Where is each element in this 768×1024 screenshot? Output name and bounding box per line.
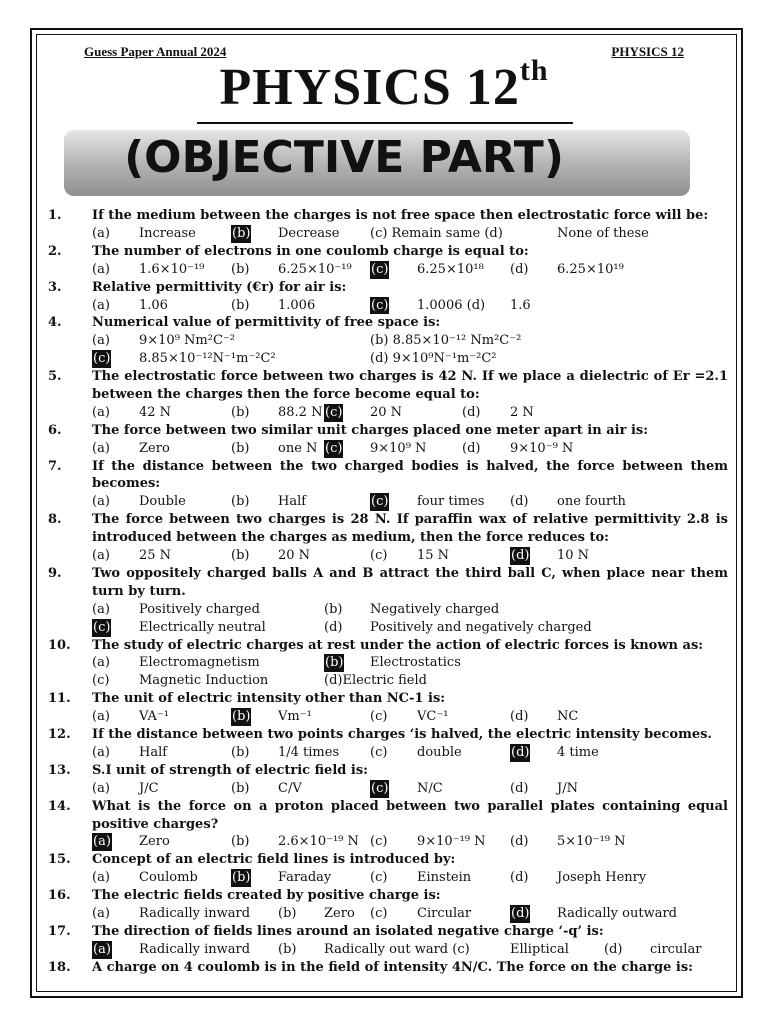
option-text: (b) [324, 601, 343, 617]
option-text: (b) [231, 744, 250, 760]
question-number: 11. [48, 691, 71, 707]
option-text: (d) [510, 261, 529, 277]
option-text: (b) [231, 548, 250, 564]
option-text: Decrease [278, 225, 340, 241]
option-text: (c) Remain same (d) [370, 225, 503, 241]
option-row [92, 493, 728, 511]
question-item [48, 243, 728, 279]
option-text: Electrostatics [370, 655, 461, 671]
option-text: 1.0006 (d) [417, 297, 486, 313]
option-text: (c) [370, 548, 388, 564]
option-text: 6.25×10⁻¹⁹ [278, 261, 352, 277]
option-text: Zero [139, 440, 170, 456]
option-text: 10 N [557, 548, 590, 564]
question-text: The study of electric charges at rest under the action of electric forces is known as: [92, 637, 704, 653]
option-text: circular [650, 941, 702, 957]
option-text: Radically outward [557, 906, 677, 922]
question-item [48, 511, 728, 565]
option-text: (d) [604, 941, 623, 957]
option-text: (c) [370, 709, 388, 725]
option-text: Positively charged [139, 601, 260, 617]
option-text: 20 N [278, 548, 311, 564]
option-text: Radically inward [139, 906, 251, 922]
option-row [92, 332, 728, 350]
question-number: 9. [48, 565, 62, 581]
option-text: VA⁻¹ [139, 709, 169, 725]
question-text: The force between two charges is 28 N. If paraffin wax of relative permittivity 2.8 is introduced between the charges as medium, then the force reduces to: [92, 512, 728, 546]
correct-option-marker: (c) [325, 440, 343, 456]
option-text: (b) [231, 780, 250, 796]
correct-option-marker: (a) [93, 941, 111, 957]
question-item [48, 458, 728, 512]
correct-option-marker: (c) [371, 494, 389, 510]
option-text: Positively and negatively charged [370, 619, 592, 635]
question-number: 6. [48, 422, 62, 438]
option-text: 42 N [139, 404, 172, 420]
question-text: Numerical value of permittivity of free space is: [92, 315, 441, 331]
option-text: Magnetic Induction [139, 673, 269, 689]
option-text: (c) [370, 744, 388, 760]
question-number: 12. [48, 727, 71, 743]
option-text: 1.6 [510, 297, 531, 313]
option-row [92, 225, 728, 243]
option-text: (d) [510, 494, 529, 510]
option-row [92, 601, 728, 619]
header-right: PHYSICS 12 [611, 44, 684, 59]
correct-option-marker: (d) [511, 906, 530, 922]
question-item [48, 637, 728, 691]
question-text: What is the force on a proton placed between two parallel plates containing equal positive charges? [92, 798, 728, 832]
option-text: Circular [417, 906, 472, 922]
question-number: 5. [48, 369, 62, 385]
option-text: (b) [231, 834, 250, 850]
option-text: VC⁻¹ [417, 709, 449, 725]
option-text: (a) [92, 601, 110, 617]
question-text: The force between two similar unit charges placed one meter apart in air is: [92, 422, 648, 438]
correct-option-marker: (d) [511, 548, 530, 564]
option-text: J/N [557, 780, 578, 796]
option-row [92, 780, 728, 798]
question-number: 17. [48, 923, 71, 939]
option-text: 9×10⁻¹⁹ N [417, 834, 486, 850]
option-text: (a) [92, 440, 110, 456]
question-text: S.I unit of strength of electric field is: [92, 762, 368, 778]
option-text: Radically inward [139, 941, 251, 957]
option-text: (c) [370, 834, 388, 850]
option-row [92, 869, 728, 887]
option-text: (a) [92, 655, 110, 671]
question-number: 4. [48, 315, 62, 331]
option-text: (d) [324, 619, 343, 635]
correct-option-marker: (c) [93, 619, 111, 635]
correct-option-marker: (c) [371, 261, 389, 277]
question-text: The electric fields created by positive charge is: [92, 888, 441, 904]
question-item [48, 959, 728, 977]
option-text: (d) [462, 404, 481, 420]
question-item [48, 798, 728, 852]
option-text: Electrically neutral [139, 619, 266, 635]
option-text: (b) [278, 941, 297, 957]
option-text: (a) [92, 333, 110, 349]
question-text: A charge on 4 coulomb is in the field of intensity 4N/C. The force on the charge is: [92, 959, 693, 975]
correct-option-marker: (d) [511, 744, 530, 760]
correct-option-marker: (a) [93, 834, 111, 850]
question-number: 3. [48, 279, 62, 295]
option-text: 2.6×10⁻¹⁹ N [278, 834, 359, 850]
option-text: double [417, 744, 462, 760]
question-number: 18. [48, 959, 71, 975]
question-item [48, 923, 728, 959]
option-text: 4 time [557, 744, 599, 760]
option-text: Electromagnetism [139, 655, 260, 671]
question-text: Relative permittivity (€r) for air is: [92, 279, 347, 295]
question-number: 14. [48, 798, 71, 814]
option-text: Zero [139, 834, 170, 850]
option-text: four times [417, 494, 485, 510]
question-text: Concept of an electric field lines is introduced by: [92, 852, 456, 868]
question-number: 8. [48, 512, 62, 528]
option-text: (a) [92, 297, 110, 313]
option-text: (c) [370, 870, 388, 886]
correct-option-marker: (c) [371, 297, 389, 313]
option-text: 6.25×10¹⁸ [417, 261, 484, 277]
correct-option-marker: (b) [325, 655, 344, 671]
option-text: Vm⁻¹ [278, 709, 312, 725]
question-item [48, 762, 728, 798]
question-number: 1. [48, 208, 62, 223]
correct-option-marker: (b) [232, 870, 251, 886]
option-row [92, 261, 728, 279]
option-text: (a) [92, 780, 110, 796]
option-text: (d) 9×10⁹N⁻¹m⁻²C² [370, 351, 497, 367]
option-text: 1.6×10⁻¹⁹ [139, 261, 205, 277]
option-text: Joseph Henry [557, 870, 647, 886]
option-text: (a) [92, 261, 110, 277]
option-text: 88.2 N [278, 404, 323, 420]
question-item [48, 690, 728, 726]
option-text: (a) [92, 404, 110, 420]
option-text: C/V [278, 780, 302, 796]
option-text: (b) [231, 440, 250, 456]
question-item [48, 726, 728, 762]
option-text: (d) [510, 709, 529, 725]
correct-option-marker: (c) [325, 404, 343, 420]
option-text: 1.006 [278, 297, 316, 313]
option-row [92, 941, 728, 959]
correct-option-marker: (c) [371, 780, 389, 796]
option-text: (b) [231, 297, 250, 313]
question-list [48, 207, 728, 977]
question-number: 13. [48, 762, 71, 778]
option-text: 1.06 [139, 297, 168, 313]
banner-text: (OBJECTIVE PART) [124, 132, 564, 183]
question-text: The number of electrons in one coulomb charge is equal to: [92, 243, 529, 259]
question-number: 16. [48, 888, 71, 904]
option-row [92, 297, 728, 315]
page-title [0, 53, 768, 117]
option-text: (a) [92, 870, 110, 886]
question-item [48, 565, 728, 637]
option-row [92, 672, 728, 690]
question-item [48, 851, 728, 887]
header-left: Guess Paper Annual 2024 [84, 44, 227, 59]
option-row [92, 547, 728, 565]
option-text: J/C [139, 780, 159, 796]
option-text: 9×10⁻⁹ N [510, 440, 574, 456]
option-text: 2 N [510, 404, 534, 420]
question-text: If the distance between two points charges ‘is halved, the electric intensity becomes. [92, 727, 712, 743]
option-text: 5×10⁻¹⁹ N [557, 834, 626, 850]
option-text: (b) [231, 261, 250, 277]
question-item [48, 314, 728, 368]
option-text: Elliptical [510, 941, 569, 957]
option-row [92, 654, 728, 672]
question-text: Two oppositely charged balls A and B attract the third ball C, when place near them turn by turn. [92, 565, 728, 599]
question-number: 15. [48, 852, 71, 868]
question-number: 10. [48, 637, 71, 653]
option-text: (d) [510, 780, 529, 796]
option-text: 9×10⁹ Nm²C⁻² [139, 333, 235, 349]
option-text: Increase [139, 225, 196, 241]
option-text: Einstein [417, 870, 472, 886]
option-text: 6.25×10¹⁹ [557, 261, 624, 277]
option-text: (c) [370, 906, 388, 922]
option-text: NC [557, 709, 579, 725]
option-text: (d)Electric field [324, 673, 427, 689]
question-item [48, 207, 728, 243]
option-text: Half [139, 744, 168, 760]
question-text: The direction of fields lines around an isolated negative charge ‘-q’ is: [92, 923, 604, 939]
option-text: Radically out ward (c) [324, 941, 470, 957]
option-text: (a) [92, 709, 110, 725]
option-row [92, 833, 728, 851]
option-text: (b) [278, 906, 297, 922]
option-text: one fourth [557, 494, 626, 510]
option-text: (b) [231, 404, 250, 420]
option-text: (a) [92, 744, 110, 760]
title-main: PHYSICS 12 [219, 59, 520, 116]
option-text: 9×10⁹ N [370, 440, 427, 456]
question-item [48, 422, 728, 458]
option-text: Double [139, 494, 186, 510]
option-row [92, 905, 728, 923]
question-item [48, 279, 728, 315]
option-row [92, 440, 728, 458]
option-text: None of these [557, 225, 649, 241]
option-text: (c) [92, 673, 110, 689]
option-text: 15 N [417, 548, 450, 564]
option-text: (d) [510, 834, 529, 850]
question-text: If the distance between the two charged bodies is halved, the force between them becomes: [92, 458, 728, 492]
option-text: Half [278, 494, 307, 510]
option-text: Coulomb [139, 870, 198, 886]
option-text: N/C [417, 780, 443, 796]
option-text: (b) [231, 494, 250, 510]
option-text: (a) [92, 548, 110, 564]
option-row [92, 619, 728, 637]
option-row [92, 404, 728, 422]
option-text: one N [278, 440, 318, 456]
question-number: 2. [48, 243, 62, 259]
question-number: 7. [48, 458, 62, 474]
option-text: 20 N [370, 404, 403, 420]
option-text: 8.85×10⁻¹²N⁻¹m⁻²C² [139, 351, 276, 367]
option-text: Zero [324, 906, 355, 922]
option-text: (b) 8.85×10⁻¹² Nm²C⁻² [370, 333, 522, 349]
option-text: (a) [92, 906, 110, 922]
option-text: (d) [462, 440, 481, 456]
option-row [92, 708, 728, 726]
option-text: (d) [510, 870, 529, 886]
correct-option-marker: (c) [93, 351, 111, 367]
option-text: 1/4 times [278, 744, 340, 760]
option-text: Negatively charged [370, 601, 500, 617]
question-text: If the medium between the charges is not free space then electrostatic force will be: [92, 208, 709, 223]
option-text: 25 N [139, 548, 172, 564]
option-row [92, 744, 728, 762]
question-text: The electrostatic force between two charges is 42 N. If we place a dielectric of Er =2.1 between the charges then the force become equal to: [92, 369, 728, 402]
option-row [92, 350, 728, 368]
correct-option-marker: (b) [232, 225, 251, 241]
option-text: (a) [92, 225, 110, 241]
correct-option-marker: (b) [232, 709, 251, 725]
question-text: The unit of electric intensity other than NC-1 is: [92, 691, 446, 707]
title-underline [197, 122, 573, 124]
question-item [48, 887, 728, 923]
option-text: (a) [92, 494, 110, 510]
option-text: Faraday [278, 870, 332, 886]
title-sup: th [519, 53, 549, 87]
question-item [48, 368, 728, 422]
